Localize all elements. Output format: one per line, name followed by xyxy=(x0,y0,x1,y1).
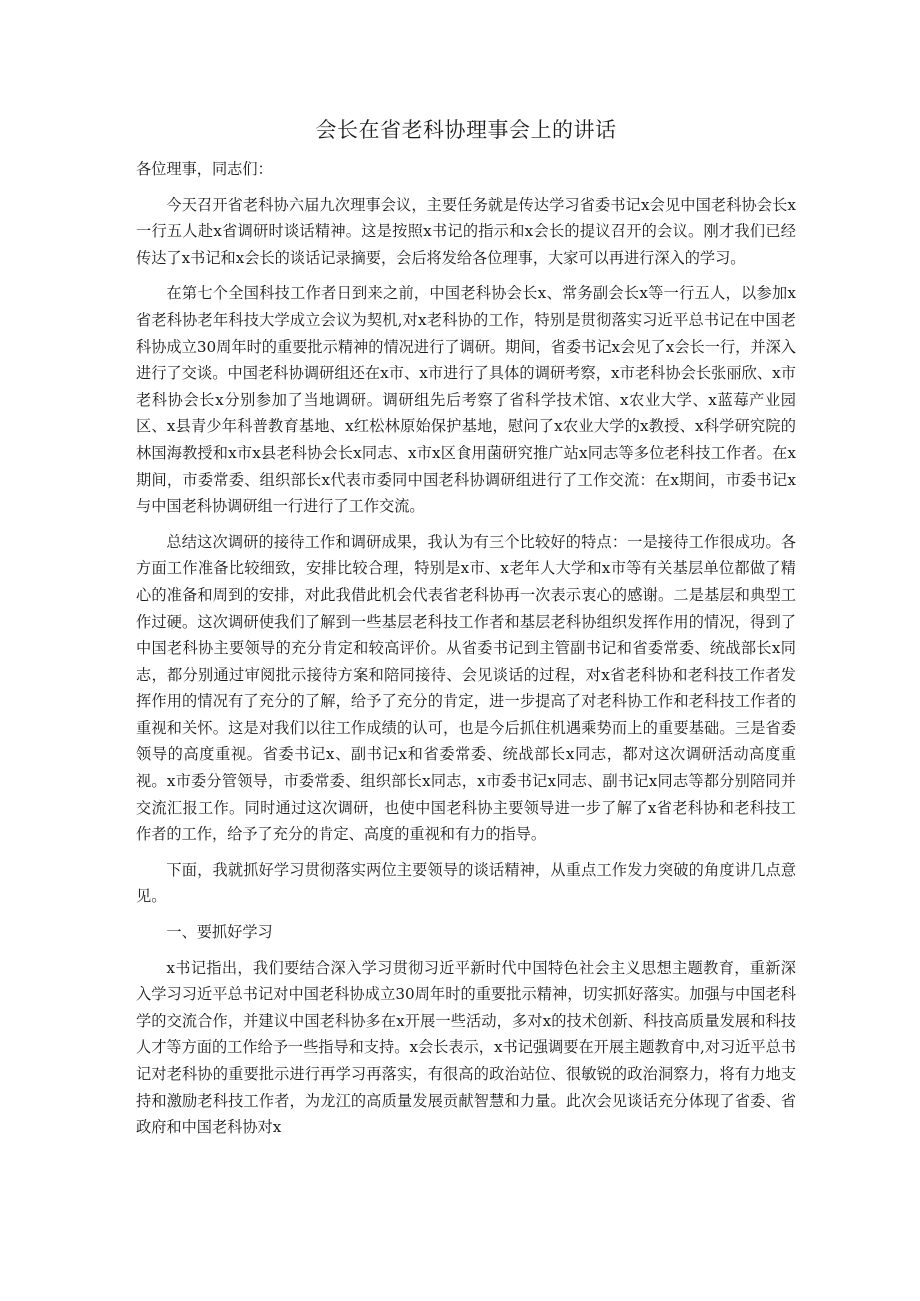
paragraph-opening: 今天召开省老科协六届九次理事会议，主要任务就是传达学习省委书记x会见中国老科协会长x一行五人赴x省调研时谈话精神。这是按照x书记的指示和x会长的提议召开的会议。刚才我们已经传达了x书记和x会长的谈话记录摘要，会后将发给各位理事，大家可以再进行深入的学习。 xyxy=(136,195,796,267)
paragraph-research-visit: 在第七个全国科技工作者日到来之前，中国老科协会长x、常务副会长x等一行五人，以参加x省老科协老年科技大学成立会议为契机,对x老科协的工作，特别是贯彻落实习近平总书记在中国老科协成立30周年时的重要批示精神的情况进行了调研。期间，省委书记x会见了x会长一行，并深入进行了交谈。中国老科协调研组还在x市、x市进行了具体的调研考察，x市老科协会长张丽欣、x市老科协会长x分别参加了当地调研。调研组先后考察了省科学技术馆、x农业大学、x蓝莓产业园区、x县青少年科普教育基地、x红松林原始保护基地，慰问了x农业大学的x教授、x科学研究院的林国海教授和x市x县老科协会长x同志、x市x区食用菌研究推广站x同志等多位老科技工作者。在x期间，市委常委、组织部长x代表市委同中国老科协调研组进行了工作交流：在x期间，市委书记x与中国老科协调研组一行进行了工作交流。 xyxy=(136,284,796,516)
paragraph-summary: 总结这次调研的接待工作和调研成果，我认为有三个比较好的特点：一是接待工作很成功。各方面工作准备比较细致，安排比较合理，特别是x市、x老年人大学和x市等有关基层单位都做了精心的准备和周到的安排，对此我借此机会代表省老科协再一次表示衷心的感谢。二是基层和典型工作过硬。这次调研使我们了解到一些基层老科技工作者和基层老科协组织发挥作用的情况，得到了中国老科协主要领导的充分肯定和较高评价。从省委书记到主管副书记和省委常委、统战部长x同志，都分别通过审阅批示接待方案和陪同接待、会见谈话的过程，对x省老科协和老科技工作者发挥作用的情况有了充分的了解，给予了充分的肯定，进一步提高了对老科协工作和老科技工作者的重视和关怀。这是对我们以往工作成绩的认可，也是今后抓住机遇乘势而上的重要基础。三是省委领导的高度重视。省委书记x、副书记x和省委常委、统战部长x同志，都对这次调研活动高度重视。x市委分管领导，市委常委、组织部长x同志，x市委书记x同志、副书记x同志等都分别陪同并交流汇报工作。同时通过这次调研，也使中国老科协主要领导进一步了解了x省老科协和老科技工作者的工作，给予了充分的肯定、高度的重视和有力的指导。 xyxy=(136,532,796,844)
section-heading: 一、要抓好学习 xyxy=(166,923,273,942)
document-page xyxy=(136,112,796,1150)
paragraph-transition: 下面，我就抓好学习贯彻落实两位主要领导的谈话精神，从重点工作发力突破的角度讲几点意见。 xyxy=(136,860,796,906)
salutation: 各位理事，同志们： xyxy=(136,160,273,178)
paragraph-section-body: x书记指出，我们要结合深入学习贯彻习近平新时代中国特色社会主义思想主题教育，重新深入学习习近平总书记对中国老科协成立30周年时的重要批示精神，切实抓好落实。加强与中国老科学的交流合作，并建议中国老科协多在x开展一些活动，多对x的技术创新、科技高质量发展和科技人才等方面的工作给予一些指导和支持。x会长表示，x书记强调要在开展主题教育中,对习近平总书记对老科协的重要批示进行再学习再落实，有很高的政治站位、很敏锐的政治洞察力，将有力地支持和激励老科技工作者，为龙江的高质量发展贡献智慧和力量。此次会见谈话充分体现了省委、省政府和中国老科协对x xyxy=(136,958,796,1137)
document-title: 会长在省老科协理事会上的讲话 xyxy=(315,118,617,142)
